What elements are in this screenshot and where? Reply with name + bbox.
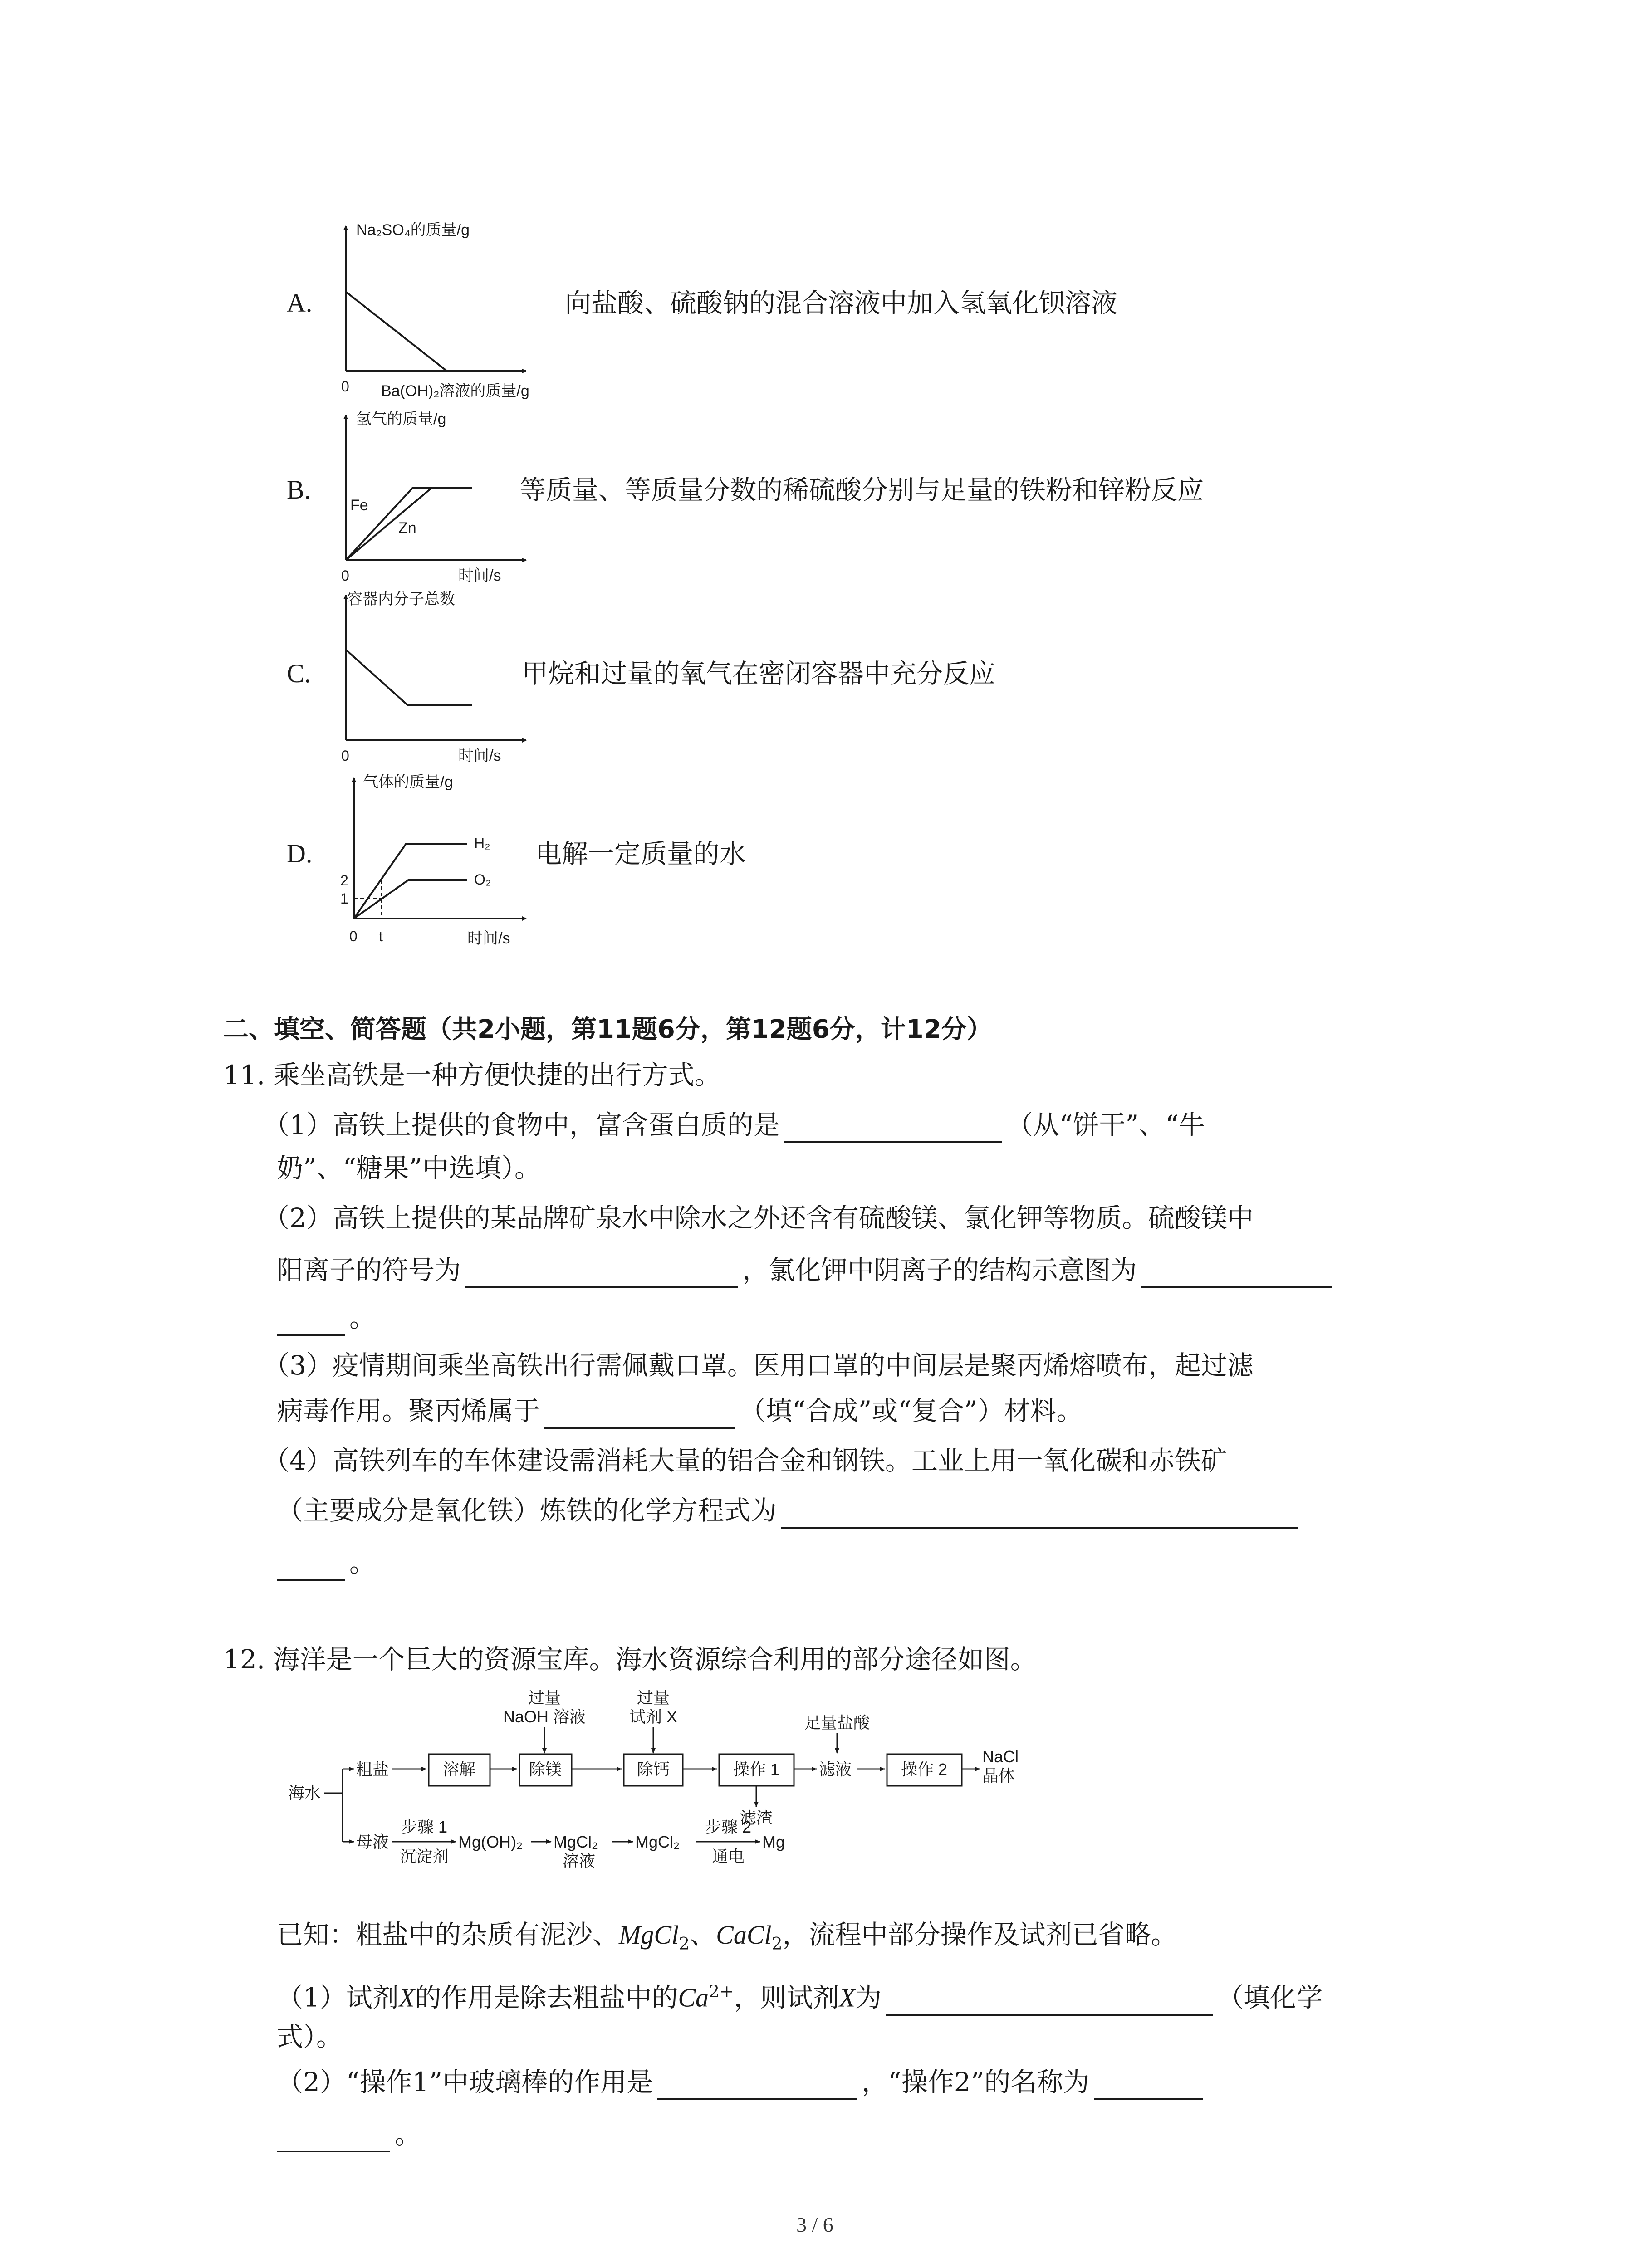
flow-box-remove-mg: 除镁 — [529, 1760, 562, 1779]
option-b-label: B. — [287, 475, 311, 504]
flow-product-b: 晶体 — [982, 1766, 1015, 1785]
graph-b-series-zn: Zn — [398, 519, 416, 537]
q12-flowchart — [279, 1685, 1050, 1894]
flow-box-op1: 操作 1 — [733, 1760, 780, 1779]
flow-residue: 滤渣 — [740, 1809, 773, 1827]
q12-part1-text-a: （1）试剂 — [277, 1982, 399, 2013]
flow-box-remove-ca: 除钙 — [637, 1760, 670, 1779]
graph-b-origin: 0 — [341, 567, 349, 584]
option-a-label: A. — [287, 288, 313, 318]
q12-part2-text-b: ，“操作2”的名称为 — [862, 2067, 1090, 2097]
flow-filtrate: 滤液 — [819, 1760, 852, 1779]
flow-mgoh2: Mg(OH)₂ — [458, 1833, 523, 1851]
flow-reagent2-a: 过量 — [637, 1688, 670, 1707]
flow-mg: Mg — [762, 1833, 785, 1851]
graph-a — [318, 217, 572, 416]
q11-part1-blank[interactable] — [784, 1114, 1002, 1143]
graph-a-line — [346, 292, 447, 371]
graph-a-xlabel: Ba(OH)₂溶液的质量/g — [381, 382, 529, 400]
q12-known-line: 已知：粗盐中的杂质有泥沙、MgCl$_2$、CaCl$_2$，流程中部分操作及试剂已省略。 — [277, 1919, 1177, 1954]
flow-reagent1-b: NaOH 溶液 — [503, 1707, 586, 1726]
q11-part2-text-b: 阳离子的符号为 — [277, 1255, 461, 1286]
q12-part2-blank-op1[interactable] — [657, 2071, 857, 2100]
q12-part1-ca: Ca — [678, 1983, 709, 2013]
q12-part2-line1 — [277, 2064, 1207, 2100]
q12-part1-text-b: 的作用是除去粗盐中的 — [415, 1982, 678, 2013]
section-heading: 二、填空、简答题（共2小题，第11题6分，第12题6分，计12分） — [223, 1015, 992, 1044]
q12-part1-text-f: 式）。 — [277, 2021, 343, 2052]
q11-part4-line3 — [277, 1545, 376, 1581]
q11-part3-blank[interactable] — [544, 1400, 735, 1429]
flow-mgcl2: MgCl₂ — [635, 1833, 680, 1851]
q12-known-text-a: 已知：粗盐中的杂质有泥沙、 — [277, 1919, 619, 1950]
flow-crude-salt: 粗盐 — [356, 1760, 389, 1779]
q12-known-mgcl: MgCl — [619, 1920, 679, 1950]
graph-d-o2-line — [354, 880, 467, 919]
q12-stem: 12. 海洋是一个巨大的资源宝库。海水资源综合利用的部分途径如图。 — [223, 1644, 1037, 1675]
q12-part1-text-e: （填化学 — [1217, 1982, 1323, 2013]
q12-known-cacl: CaCl — [716, 1920, 772, 1950]
q12-part1-text-c: ，则试剂 — [734, 1982, 839, 2013]
q11-part1-line1 — [263, 1107, 1205, 1143]
q12-part2-text-c: 。 — [395, 2119, 421, 2150]
q11-part2-blank-diagram-cont[interactable] — [277, 1307, 345, 1336]
flow-product-a: NaCl — [982, 1747, 1019, 1766]
graph-d-xtick-t: t — [379, 928, 383, 944]
q11-part4-text-c: 。 — [349, 1547, 376, 1578]
q11-part4-blank[interactable] — [781, 1500, 1298, 1529]
flow-mgcl2-solution-a: MgCl₂ — [554, 1833, 598, 1851]
q11-part2-text-d: 。 — [349, 1302, 376, 1333]
q11-part2-blank-symbol[interactable] — [465, 1259, 738, 1288]
graph-a-ylabel: Na₂SO₄的质量/g — [356, 221, 470, 239]
q12-part2-blank-op2-cont[interactable] — [277, 2123, 390, 2152]
page-number: 3 / 6 — [796, 2213, 833, 2236]
flow-step1-b: 沉淀剂 — [399, 1847, 449, 1866]
flow-reagent3: 足量盐酸 — [804, 1713, 870, 1732]
graph-b-xlabel: 时间/s — [458, 567, 501, 584]
graph-c-ylabel: 容器内分子总数 — [347, 591, 455, 608]
flow-mother-liquor: 母液 — [356, 1833, 389, 1851]
graph-d-xlabel: 时间/s — [467, 930, 510, 947]
graph-c-origin: 0 — [341, 748, 349, 764]
q12-part2-blank-op2[interactable] — [1094, 2071, 1203, 2100]
q11-part2-line2 — [277, 1252, 1337, 1288]
flow-reagent1-a: 过量 — [528, 1688, 561, 1707]
q12-known-text-b: 、 — [690, 1919, 716, 1950]
flow-box-dissolve: 溶解 — [442, 1760, 476, 1779]
q11-part4-line2 — [277, 1492, 1303, 1529]
flow-step1-a: 步骤 1 — [401, 1818, 448, 1836]
flow-step2-a: 步骤 2 — [705, 1818, 752, 1836]
graph-d-origin: 0 — [349, 928, 358, 944]
option-b-text: 等质量、等质量分数的稀硫酸分别与足量的铁粉和锌粉反应 — [519, 474, 1204, 505]
q12-part1-line1: （1）试剂X的作用是除去粗盐中的$Ca^{2+}$，则试剂X为 （填化学 — [277, 1973, 1323, 2016]
graph-b-ylabel: 氢气的质量/g — [356, 411, 446, 428]
q12-known-text-c: ，流程中部分操作及试剂已省略。 — [782, 1919, 1177, 1950]
q11-part1-text-a: （1）高铁上提供的食物中，富含蛋白质的是 — [263, 1110, 780, 1140]
q11-part3-text-a: （3）疫情期间乘坐高铁出行需佩戴口罩。医用口罩的中间层是聚丙烯熔喷布，起过滤 — [263, 1350, 1254, 1381]
graph-d-ylabel: 气体的质量/g — [363, 773, 453, 791]
q11-part2-blank-diagram[interactable] — [1141, 1259, 1332, 1288]
q11-part3-line2 — [277, 1393, 1083, 1429]
option-d-label: D. — [287, 839, 313, 868]
q11-part3-text-c: （填“合成”或“复合”）材料。 — [740, 1395, 1083, 1426]
q11-part1-text-c: 奶”、“糖果”中选填）。 — [277, 1153, 541, 1183]
graph-d-ytick-1: 1 — [340, 890, 348, 907]
graph-c-xlabel: 时间/s — [458, 747, 501, 764]
q12-part2-text-a: （2）“操作1”中玻璃棒的作用是 — [277, 2067, 653, 2097]
q12-part1-blank[interactable] — [886, 1987, 1213, 2016]
q11-part1-text-b: （从“饼干”、“牛 — [1006, 1110, 1205, 1140]
q11-part3-text-b: 病毒作用。聚丙烯属于 — [277, 1395, 540, 1426]
q12-part1-x: X — [398, 1983, 415, 2013]
graph-d-ytick-2: 2 — [340, 872, 348, 889]
graph-b-series-fe: Fe — [350, 497, 368, 514]
flow-seawater: 海水 — [288, 1784, 321, 1802]
option-c-label: C. — [287, 659, 311, 688]
option-a-text: 向盐酸、硫酸钠的混合溶液中加入氢氧化钡溶液 — [565, 288, 1118, 318]
option-d-text: 电解一定质量的水 — [535, 838, 746, 869]
q12-part1-text-d: 为 — [855, 1982, 882, 2013]
q11-part4-text-a: （4）高铁列车的车体建设需消耗大量的铝合金和钢铁。工业上用一氧化碳和赤铁矿 — [263, 1445, 1227, 1476]
graph-d-series-o2: O₂ — [474, 871, 491, 888]
q11-part2-line3 — [277, 1300, 376, 1336]
q12-part1-x2: X — [839, 1983, 856, 2013]
flow-mgcl2-solution-b: 溶液 — [563, 1852, 596, 1870]
flow-box-op2: 操作 2 — [901, 1760, 948, 1779]
q11-part4-blank-cont[interactable] — [277, 1552, 345, 1581]
q11-stem: 11. 乘坐高铁是一种方便快捷的出行方式。 — [223, 1060, 721, 1090]
q11-part2-text-a: （2）高铁上提供的某品牌矿泉水中除水之外还含有硫酸镁、氯化钾等物质。硫酸镁中 — [263, 1202, 1254, 1233]
graph-d-series-h2: H₂ — [474, 835, 490, 851]
q12-part2-line2 — [277, 2116, 421, 2152]
option-c-text: 甲烷和过量的氧气在密闭容器中充分反应 — [522, 658, 996, 689]
graph-c-line — [346, 650, 472, 705]
graph-d — [318, 767, 572, 957]
q11-part2-text-c: ，氯化钾中阴离子的结构示意图为 — [742, 1255, 1137, 1286]
flow-step2-b: 通电 — [711, 1847, 745, 1866]
flow-reagent2-b: 试剂 X — [629, 1707, 678, 1726]
q11-part4-text-b: （主要成分是氧化铁）炼铁的化学方程式为 — [277, 1495, 777, 1526]
graph-a-origin: 0 — [341, 378, 349, 395]
